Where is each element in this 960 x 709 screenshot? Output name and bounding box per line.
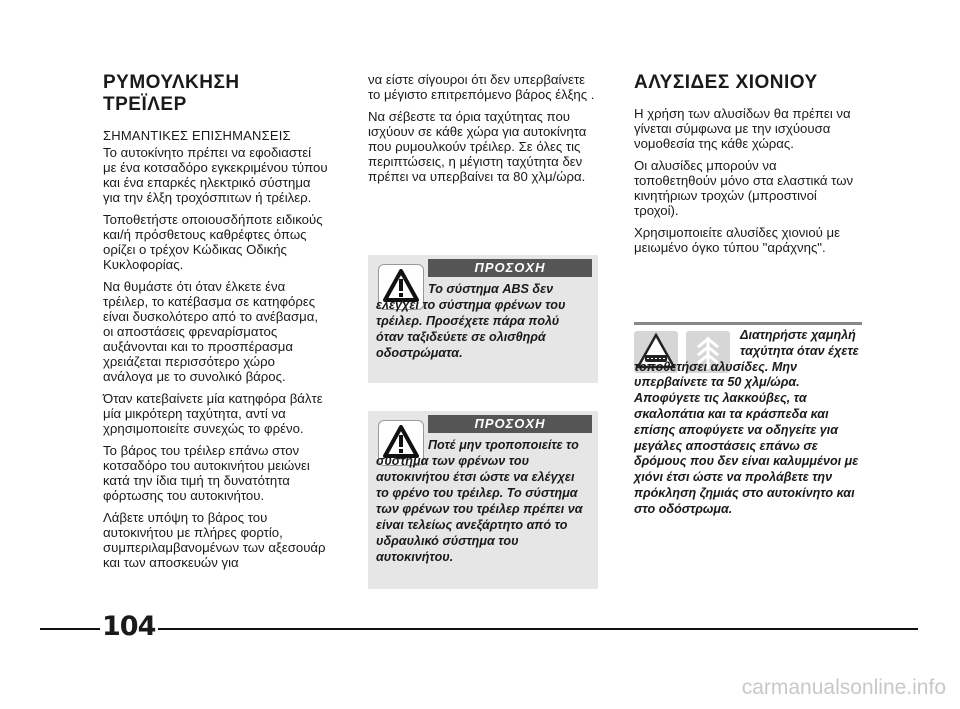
right-column (634, 72, 862, 262)
paragraph: Όταν κατεβαίνετε μία κατηφόρα βάλτε μία μικρότερη ταχύτητα, αντί να χρησιμοποιείτε συνεχώς το φρένο. (103, 391, 323, 436)
paragraph: Χρησιμοποιείτε αλυσίδες χιονιού με μειωμένο όγκο τύπου "αράχνης". (634, 225, 841, 255)
warning-heading: ΠΡΟΣΟΧΗ (428, 415, 592, 433)
paragraph: Το βάρος του τρέιλερ επάνω στον κοτσαδόρο του αυτοκινήτου μειώνει κατά την ίδια τιμή τη δυνατότητα φόρτωσης του αυτοκινήτου. (103, 443, 310, 503)
paragraph: Να σέβεστε τα όρια ταχύτητας που ισχύουν σε κάθε χώρα για αυτοκίνητα που ρυμουλκούν τρέιλερ. Σε όλες τις περιπτώσεις, η μέγιστη ταχύτητα δεν πρέπει να υπερβαίνει τα 80 χλμ/ώρα. (368, 109, 587, 184)
footer-rule-right (158, 628, 918, 630)
page-number: 104 (102, 611, 156, 642)
tip-lead: Διατηρήστε χαμηλή ταχύτητα όταν έχετε (740, 328, 859, 358)
tip-body: τοποθετήσει αλυσίδες. Μην υπερβαίνετε τα 50 χλμ/ώρα. Αποφύγετε τις λακκούβες, τα σκαλοπάτια και τα κράσπεδα και επίσης αποφύγετε να οδηγείτε για μεγάλες αποστάσεις επάνω σε δρόμους που δεν είναι καλυμμένοι με χιόνι έτσι ώστε να προλάβετε την πρόκληση ζημιάς στο αυτοκίνητο και στο οδόστρωμα. (634, 359, 859, 516)
left-column (103, 72, 328, 577)
paragraph: Οι αλυσίδες μπορούν να τοποθετηθούν μόνο στα ελαστικά των κινητήριων τροχών (μπροστινοί τροχοί). (634, 158, 854, 218)
section-title-snow-chains: ΑΛΥΣΙΔΕΣ ΧΙΟΝΙΟΥ (634, 72, 818, 93)
watermark: carmanualsonline.info (741, 676, 946, 699)
warning-text: Το σύστημα ABS δεν ελέγχει το σύστημα φρένων του τρέιλερ. Προσέχετε πάρα πολύ όταν ταξιδεύετε σε ολισθηρά οδοστρώματα. (376, 282, 566, 360)
section-title-trailer: ΡΥΜΟΥΛΚΗΣΗ ΤΡΕΪΛΕΡ (103, 72, 240, 115)
paragraph: Τοποθετήστε οποιουσδήποτε ειδικούς και/ή πρόσθετους καθρέφτες όπως ορίζει ο τρέχον Κώδικας Οδικής Κυκλοφορίας. (103, 212, 323, 272)
paragraph: Να θυμάστε ότι όταν έλκετε ένα τρέιλερ, το κατέβασμα σε κατηφόρες είναι δυσκολότερο από το ανέβασμα, οι αποστάσεις φρεναρίσματος αυξάνονται και το προσπέρασμα χρειάζεται περισσότερο χώρο ανάλογα με το συνολικό βάρος. (103, 279, 319, 384)
section-subtitle: ΣΗΜΑΝΤΙΚΕΣ ΕΠΙΣΗΜΑΝΣΕΙΣ (103, 128, 291, 143)
footer-rule-left (40, 628, 100, 630)
warning-box-abs (368, 255, 598, 383)
tip-text (634, 328, 862, 518)
warning-heading: ΠΡΟΣΟΧΗ (428, 259, 592, 277)
paragraph: Το αυτοκίνητο πρέπει να εφοδιαστεί με ένα κοτσαδόρο εγκεκριμένου τύπου και ένα επαρκές ηλεκτρικό σύστημα για την έλξη τροχόσπιτων ή τρέιλερ. (103, 145, 328, 205)
warning-box-brakes (368, 411, 598, 589)
warning-text: Ποτέ μην τροποποιείτε το σύστημα των φρένων του αυτοκινήτου έτσι ώστε να ελέγχει το φρένο του τρέιλερ. Το σύστημα των φρένων του τρέιλερ πρέπει να είναι τελείως ανεξάρτητο από το υδραυλικό σύστημα του αυτοκινήτου. (376, 438, 583, 564)
paragraph: Η χρήση των αλυσίδων θα πρέπει να γίνεται σύμφωνα με την ισχύουσα νομοθεσία της κάθε χώρας. (634, 106, 851, 151)
paragraph: να είστε σίγουροι ότι δεν υπερβαίνετε το μέγιστο επιτρεπόμενο βάρος έλξης . (368, 72, 595, 102)
middle-column (368, 72, 598, 191)
paragraph: Λάβετε υπόψη το βάρος του αυτοκινήτου με πλήρες φορτίο, συμπεριλαμβανομένων των αξεσουάρ και των αποσκευών για (103, 510, 326, 570)
tip-divider (634, 322, 862, 325)
